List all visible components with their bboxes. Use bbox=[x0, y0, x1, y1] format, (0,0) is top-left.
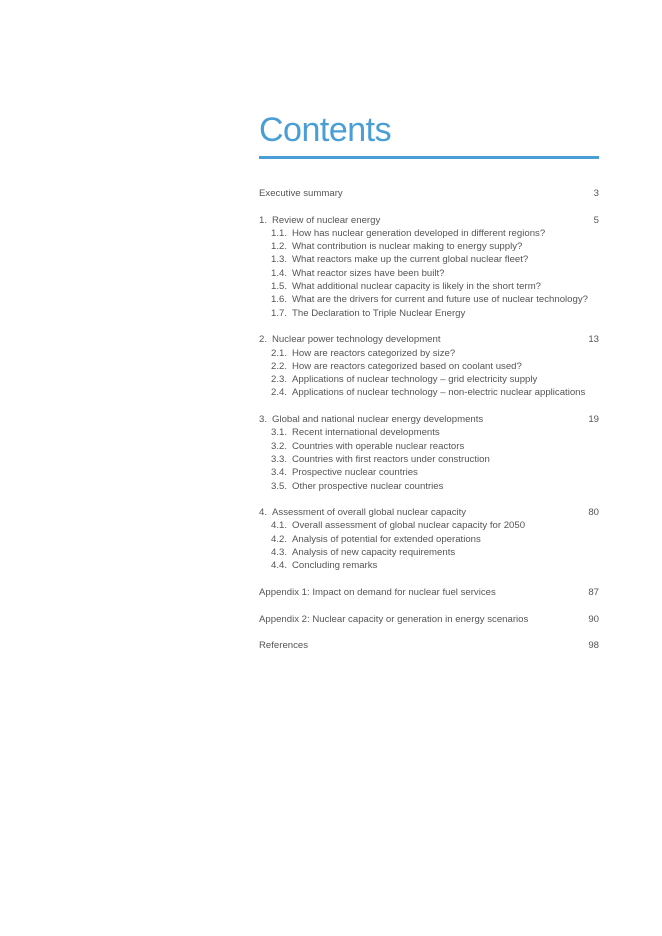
toc-entry-number: 1.5. bbox=[271, 281, 288, 293]
toc-entry-number: 1.2. bbox=[271, 241, 288, 253]
toc-entry-number: 1.3. bbox=[271, 254, 288, 266]
toc-subentry-1-6[interactable] bbox=[259, 293, 599, 306]
toc-entry-number: 4.2. bbox=[271, 533, 288, 545]
toc-subentry-4-1[interactable] bbox=[259, 519, 599, 532]
toc-page-number: 19 bbox=[588, 414, 599, 426]
toc-subentry-1-1[interactable] bbox=[259, 227, 599, 240]
toc-entry-number: 1.4. bbox=[271, 267, 288, 279]
toc-entry-number: 3. bbox=[259, 414, 268, 426]
toc-entry-label: Analysis of new capacity requirements bbox=[292, 547, 456, 559]
toc-subentry-4-3[interactable] bbox=[259, 546, 599, 559]
toc-subentry-3-5[interactable] bbox=[259, 480, 599, 493]
toc-subentry-2-1[interactable] bbox=[259, 347, 599, 360]
toc-entry-references[interactable] bbox=[259, 639, 599, 652]
toc-subentry-2-4[interactable] bbox=[259, 386, 599, 399]
toc-entry-executive-summary[interactable] bbox=[259, 187, 599, 200]
toc-subentry-2-3[interactable] bbox=[259, 373, 599, 386]
toc-entry-label: References bbox=[259, 640, 309, 652]
toc-entry-label: Analysis of potential for extended operations bbox=[292, 533, 481, 545]
toc-entry-label: Review of nuclear energy bbox=[272, 214, 381, 226]
toc-list bbox=[259, 187, 599, 652]
toc-entry-number: 1. bbox=[259, 214, 268, 226]
toc-entry-label: Applications of nuclear technology – non-electric nuclear applications bbox=[292, 387, 586, 399]
toc-entry-section-3[interactable] bbox=[259, 413, 599, 426]
toc-entry-number: 3.3. bbox=[271, 453, 288, 465]
toc-entry-label: Assessment of overall global nuclear capacity bbox=[272, 507, 467, 519]
toc-entry-appendix-1[interactable] bbox=[259, 586, 599, 599]
toc-entry-number: 4.3. bbox=[271, 547, 288, 559]
contents-page bbox=[259, 112, 599, 652]
toc-entry-number: 1.1. bbox=[271, 227, 288, 239]
toc-entry-label: How are reactors categorized based on coolant used? bbox=[292, 360, 522, 372]
toc-entry-number: 4.1. bbox=[271, 520, 288, 532]
toc-entry-label: How are reactors categorized by size? bbox=[292, 347, 456, 359]
toc-entry-section-1[interactable] bbox=[259, 214, 599, 227]
toc-page-number: 80 bbox=[588, 507, 599, 519]
toc-entry-label: Countries with first reactors under construction bbox=[292, 453, 490, 465]
toc-page-number: 98 bbox=[588, 640, 599, 652]
toc-entry-section-2[interactable] bbox=[259, 333, 599, 346]
toc-subentry-1-2[interactable] bbox=[259, 240, 599, 253]
toc-page-number: 3 bbox=[593, 188, 599, 199]
toc-entry-number: 4. bbox=[259, 507, 268, 519]
toc-entry-label: What reactors make up the current global nuclear fleet? bbox=[292, 254, 529, 266]
toc-entry-label: The Declaration to Triple Nuclear Energy bbox=[292, 307, 466, 319]
toc-entry-section-4[interactable] bbox=[259, 506, 599, 519]
toc-entry-number: 2.1. bbox=[271, 347, 288, 359]
toc-page-number: 13 bbox=[588, 334, 599, 346]
toc-entry-label: Other prospective nuclear countries bbox=[292, 480, 444, 492]
toc-subentry-1-3[interactable] bbox=[259, 253, 599, 266]
toc-subentry-1-5[interactable] bbox=[259, 280, 599, 293]
toc-entry-label: What additional nuclear capacity is likely in the short term? bbox=[292, 281, 542, 293]
toc-subentry-3-3[interactable] bbox=[259, 453, 599, 466]
toc-entry-label: What contribution is nuclear making to energy supply? bbox=[292, 241, 523, 253]
toc-entry-label: Appendix 1: Impact on demand for nuclear fuel services bbox=[259, 586, 496, 598]
toc-entry-label: Global and national nuclear energy developments bbox=[272, 414, 484, 426]
toc-entry-number: 2.4. bbox=[271, 387, 288, 399]
toc-entry-label: How has nuclear generation developed in different regions? bbox=[292, 227, 546, 239]
toc-entry-label: Overall assessment of global nuclear capacity for 2050 bbox=[292, 520, 526, 532]
toc-entry-label: Recent international developments bbox=[292, 427, 440, 439]
toc-page-number: 90 bbox=[588, 613, 599, 625]
toc-entry-label: Executive summary bbox=[259, 188, 343, 199]
toc-entry-label: Countries with operable nuclear reactors bbox=[292, 440, 465, 452]
toc-entry-number: 3.5. bbox=[271, 480, 288, 492]
toc-entry-label: Appendix 2: Nuclear capacity or generation in energy scenarios bbox=[259, 613, 529, 625]
toc-entry-appendix-2[interactable] bbox=[259, 613, 599, 626]
toc-subentry-3-1[interactable] bbox=[259, 426, 599, 439]
toc-entry-label: Nuclear power technology development bbox=[272, 334, 441, 346]
toc-subentry-4-2[interactable] bbox=[259, 533, 599, 546]
toc-entry-number: 3.1. bbox=[271, 427, 288, 439]
toc-subentry-1-7[interactable] bbox=[259, 307, 599, 320]
title-underline bbox=[259, 156, 599, 159]
toc-subentry-3-2[interactable] bbox=[259, 440, 599, 453]
toc-page-number: 87 bbox=[588, 586, 599, 598]
toc-entry-number: 4.4. bbox=[271, 560, 288, 572]
toc-entry-label: Concluding remarks bbox=[292, 560, 378, 572]
toc-entry-label: Prospective nuclear countries bbox=[292, 467, 418, 479]
toc-entry-label: What are the drivers for current and future use of nuclear technology? bbox=[292, 294, 588, 306]
toc-entry-number: 1.7. bbox=[271, 307, 288, 319]
toc-entry-number: 2. bbox=[259, 334, 268, 346]
toc-entry-number: 3.4. bbox=[271, 467, 288, 479]
toc-entry-number: 1.6. bbox=[271, 294, 288, 306]
toc-subentry-3-4[interactable] bbox=[259, 466, 599, 479]
toc-entry-number: 2.2. bbox=[271, 360, 288, 372]
toc-entry-label: What reactor sizes have been built? bbox=[292, 267, 445, 279]
toc-entry-number: 3.2. bbox=[271, 440, 288, 452]
toc-subentry-4-4[interactable] bbox=[259, 559, 599, 572]
toc-entry-label: Applications of nuclear technology – grid electricity supply bbox=[292, 374, 538, 386]
toc-page-number: 5 bbox=[593, 214, 599, 226]
page-title: Contents bbox=[259, 111, 392, 149]
toc-subentry-1-4[interactable] bbox=[259, 267, 599, 280]
toc-subentry-2-2[interactable] bbox=[259, 360, 599, 373]
toc-entry-number: 2.3. bbox=[271, 374, 288, 386]
